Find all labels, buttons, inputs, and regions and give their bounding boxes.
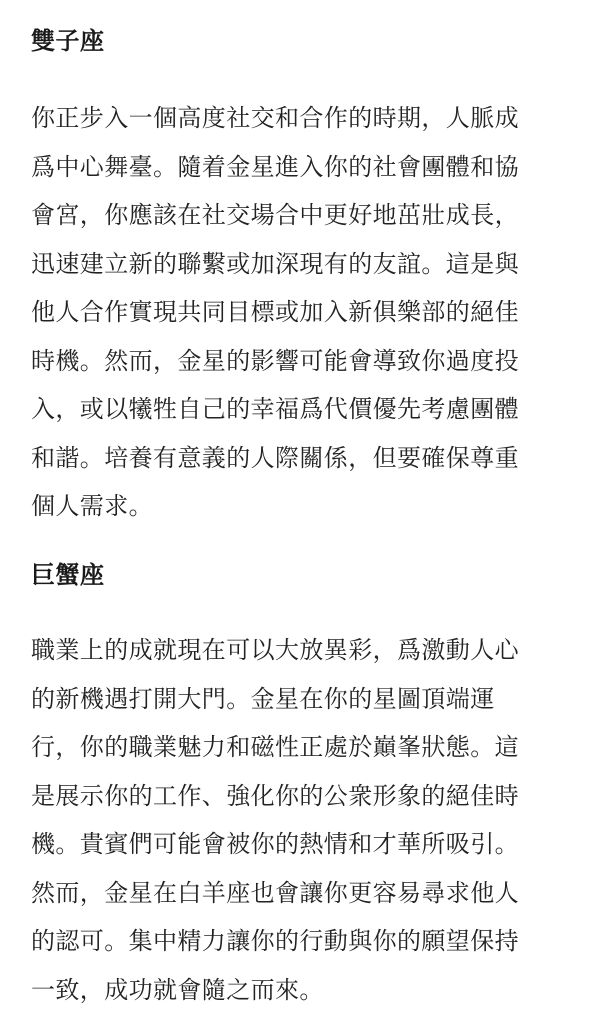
section-heading: 巨蟹座 [31, 561, 105, 589]
paragraph-line: 的新機遇打開大門。金星在你的星圖頂端運 [31, 684, 495, 713]
paragraph-line: 和諧。培養有意義的人際關係，但要確保尊重 [31, 443, 519, 472]
paragraph-line: 他人合作實現共同目標或加入新俱樂部的絕佳 [31, 298, 519, 326]
paragraph-line: 機。貴賓們可能會被你的熱情和才華所吸引。 [31, 830, 519, 858]
paragraph-line: 是展示你的工作、強化你的公衆形象的絕佳時 [31, 781, 519, 810]
paragraph-line: 爲中心舞臺。隨着金星進入你的社會團體和協 [31, 152, 519, 181]
paragraph-line: 你正步入一個高度社交和合作的時期，人脈成 [31, 104, 519, 132]
paragraph-line: 然而，金星在白羊座也會讓你更容易尋求他人 [31, 878, 519, 907]
section-heading: 雙子座 [31, 27, 105, 55]
paragraph-line: 迅速建立新的聯繫或加深現有的友誼。這是與 [31, 249, 519, 278]
paragraph-line: 職業上的成就現在可以大放異彩，爲激動人心 [31, 636, 519, 664]
paragraph-line: 一致，成功就會隨之而來。 [31, 975, 324, 1004]
section-paragraph [31, 94, 583, 531]
section-gemini [31, 26, 583, 520]
paragraph-line: 的認可。集中精力讓你的行動與你的願望保持 [31, 927, 519, 955]
paragraph-line: 時機。然而，金星的影響可能會導致你過度投 [31, 346, 519, 375]
paragraph-line: 會宮，你應該在社交場合中更好地茁壯成長， [31, 201, 519, 229]
paragraph-line: 個人需求。 [31, 492, 153, 520]
section-paragraph [31, 626, 583, 1014]
paragraph-line: 入，或以犧牲自己的幸福爲代價優先考慮團體 [31, 395, 519, 423]
paragraph-line: 行，你的職業魅力和磁性正處於巔峯狀態。這 [31, 733, 519, 761]
section-cancer [31, 560, 583, 1004]
